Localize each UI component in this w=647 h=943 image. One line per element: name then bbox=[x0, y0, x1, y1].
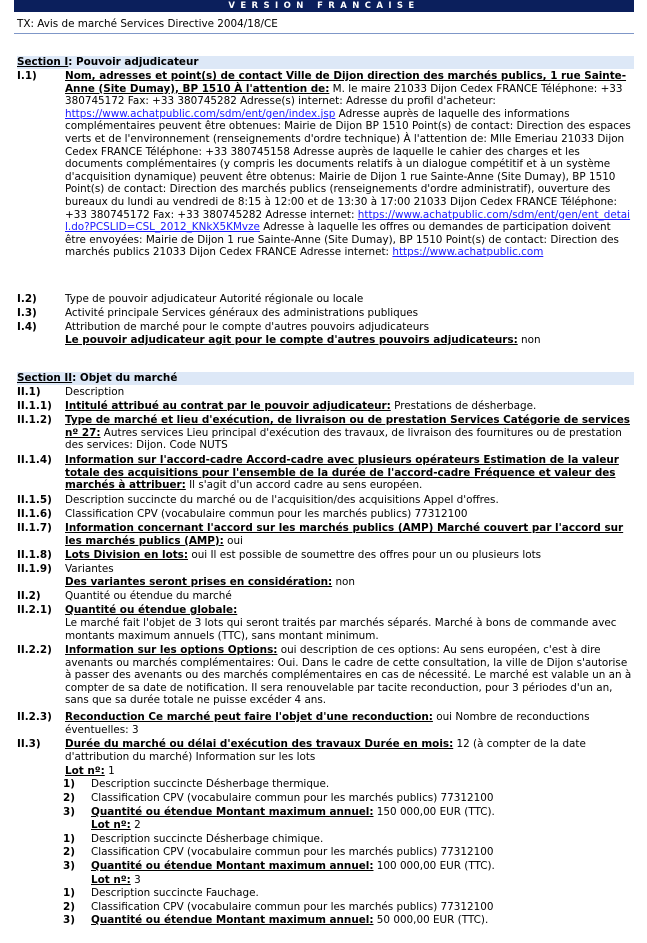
item-ii1 bbox=[17, 386, 634, 399]
i1-text-c: Adresse à laquelle les offres ou demandes de participation doivent être envoyées: Mairie de Dijon 1 rue Sainte-Anne (Site Dumay), BP 1510 Point(s) de contact: Direction des marchés publics 21033 Dijon Cedex FRANCE Adresse internet: bbox=[65, 221, 619, 259]
item-ii15 bbox=[17, 494, 634, 507]
sub-number: 2) bbox=[63, 846, 75, 858]
lot-number: 1 bbox=[104, 765, 115, 777]
i1-text-b: Adresse auprès de laquelle des informations complémentaires peuvent être obtenues: Mairie de Dijon BP 1510 Point(s) de contact: Direction des espaces verts et de l'environnement (renseignements d'ordre technique) À l'attention de: Mlle Emeriau 21033 Dijon Cedex FRANCE Téléphone: +33 380745158 Adresse auprès de laquelle le cahier des charges et les documents complémentaires (y compris les documents relatifs à un dialogue compétitif et à un système d'acquisition dynamique) peuvent être obtenus: Mairie de Dijon 1 rue Sainte-Anne (Site Dumay), BP 1510 Point(s) de contact: Direction des marchés publics (renseignements d'ordre administratif), ouverture des bureaux du lundi au vendredi de 8:15 à 12:00 et de 13:30 à 17:00 21033 Dijon Cedex FRANCE Téléphone: +33 380745172 Fax: +33 380745282 Adresse internet: bbox=[65, 107, 631, 221]
item-number: II.2) bbox=[17, 590, 41, 602]
ii18-question: Lots Division en lots: bbox=[65, 549, 189, 561]
lot-amount: 100 000,00 EUR (TTC). bbox=[373, 860, 495, 872]
item-number: I.4) bbox=[17, 321, 37, 333]
ii23-answer: oui Nombre de reconductions éventuelles: 3 bbox=[65, 711, 590, 736]
ii2-text: Quantité ou étendue du marché bbox=[65, 590, 232, 602]
sub-number: 1) bbox=[63, 778, 75, 790]
item-number: I.1) bbox=[17, 70, 37, 82]
item-ii18 bbox=[17, 549, 634, 562]
section-1-label: Section I bbox=[17, 56, 69, 68]
item-number: II.2.2) bbox=[17, 644, 52, 656]
item-number: II.1.6) bbox=[17, 508, 52, 520]
item-ii17 bbox=[17, 522, 634, 547]
item-number: II.3) bbox=[17, 738, 41, 750]
item-number: I.2) bbox=[17, 293, 37, 305]
i2-text: Type de pouvoir adjudicateur Autorité régionale ou locale bbox=[65, 293, 364, 305]
sub-number: 2) bbox=[63, 901, 75, 913]
item-ii16 bbox=[17, 508, 634, 521]
lot-desc: Description succincte Désherbage chimique. bbox=[91, 833, 324, 845]
divider bbox=[14, 33, 634, 34]
lot-3-amount bbox=[63, 914, 633, 927]
version-banner: VERSION FRANCAISE bbox=[14, 0, 634, 12]
item-ii3 bbox=[17, 738, 634, 763]
lot-label: Lot nº: bbox=[91, 819, 131, 831]
lot-3-desc bbox=[63, 887, 633, 900]
i4-question: Le pouvoir adjudicateur agit pour le compte d'autres pouvoirs adjudicateurs: bbox=[65, 334, 518, 346]
item-ii19-answer bbox=[17, 576, 634, 589]
lot-number: 3 bbox=[130, 874, 141, 886]
item-ii21 bbox=[17, 604, 634, 617]
lot-2-amount bbox=[63, 860, 633, 873]
ii22-answer: oui description de ces options: Au sens européen, c'est à dire avenants ou marchés complémentaires: Oui. Dans le cadre de cette consultation, la ville de Dijon s'autorise à passer des avenants ou des marchés complémentaires en cas de nécessité. Le marché est valable un an à compter de sa date de notification. Il sera renouvelable par tacite reconduction, pour 3 périodes d'un an, sans que sa durée totale ne puisse excéder 4 ans. bbox=[65, 644, 632, 707]
lot-1-desc bbox=[63, 778, 633, 791]
lot-1-header bbox=[17, 765, 634, 778]
item-i1 bbox=[17, 70, 634, 259]
ii18-answer: oui Il est possible de soumettre des offres pour un ou plusieurs lots bbox=[188, 549, 542, 561]
section-2-title: : Objet du marché bbox=[72, 372, 178, 384]
sub-number: 3) bbox=[63, 860, 75, 872]
lot-3-cpv bbox=[63, 901, 633, 914]
buyer-profile-link[interactable]: https://www.achatpublic.com/sdm/ent/gen/index.jsp bbox=[65, 107, 336, 120]
sub-number: 1) bbox=[63, 833, 75, 845]
ii14-answer: Il s'agit d'un accord cadre au sens européen. bbox=[185, 479, 423, 492]
section-1-title: : Pouvoir adjudicateur bbox=[68, 56, 199, 68]
item-i4 bbox=[17, 321, 634, 334]
ii19-question: Des variantes seront prises en considération: bbox=[65, 576, 333, 588]
lot-label: Lot nº: bbox=[91, 874, 131, 886]
lot-label: Lot nº: bbox=[65, 765, 105, 777]
section-2-label: Section II bbox=[17, 372, 73, 384]
item-ii23 bbox=[17, 711, 634, 736]
ii14-question: Information sur l'accord-cadre Accord-cadre avec plusieurs opérateurs Estimation de la valeur totale des acquisitions pour l'ensemble de la durée de l'accord-cadre Fréquence et valeur des marchés à attribuer: bbox=[65, 454, 619, 492]
lot-amount: 150 000,00 EUR (TTC). bbox=[373, 806, 495, 818]
lot-desc: Description succincte Désherbage thermique. bbox=[91, 778, 330, 790]
item-number: I.3) bbox=[17, 307, 37, 319]
lot-3-header bbox=[63, 874, 633, 887]
item-number: II.1.8) bbox=[17, 549, 52, 561]
address-detail-link[interactable]: https://www.achatpublic.com/sdm/ent/gen/ent_detail.do?PCSLID=CSL_2012_KNkX5KMvze bbox=[65, 208, 631, 234]
notice-type: TX: Avis de marché Services Directive 2004/18/CE bbox=[17, 18, 278, 30]
lot-cpv: Classification CPV (vocabulaire commun pour les marchés publics) 77312100 bbox=[91, 846, 494, 858]
ii3-question: Durée du marché ou délai d'exécution des travaux Durée en mois: bbox=[65, 738, 454, 750]
ii21-question: Quantité ou étendue globale: bbox=[65, 604, 238, 616]
ii1-text: Description bbox=[65, 386, 125, 398]
sub-number: 2) bbox=[63, 792, 75, 804]
item-i3 bbox=[17, 307, 634, 320]
ii12-answer: Autres services Lieu principal d'exécution des travaux, de livraison des fournitures ou de prestation des services: Dijon. Code NUTS bbox=[65, 426, 622, 452]
item-number: II.2.3) bbox=[17, 711, 52, 723]
ii17-answer: oui bbox=[223, 534, 243, 547]
item-ii12 bbox=[17, 414, 634, 452]
lot-1-cpv bbox=[63, 792, 633, 805]
i1-heading: Nom, adresses et point(s) de contact Ville de Dijon direction des marchés publics, 1 rue Sainte-Anne (Site Dumay), BP 1510 À l'attention de: bbox=[65, 70, 627, 95]
item-number: II.1.9) bbox=[17, 563, 52, 575]
item-number: II.1.4) bbox=[17, 454, 52, 466]
lot-quantity-label: Quantité ou étendue Montant maximum annuel: bbox=[91, 860, 374, 872]
sub-number: 3) bbox=[63, 914, 75, 926]
achatpublic-link[interactable]: https://www.achatpublic.com bbox=[392, 246, 544, 259]
item-number: II.1.2) bbox=[17, 414, 52, 426]
lot-number: 2 bbox=[130, 819, 141, 831]
i3-text: Activité principale Services généraux des administrations publiques bbox=[65, 307, 419, 319]
ii23-question: Reconduction Ce marché peut faire l'objet d'une reconduction: bbox=[65, 711, 433, 723]
item-number: II.1.1) bbox=[17, 400, 52, 412]
lot-2-header bbox=[63, 819, 633, 832]
item-ii21-answer bbox=[17, 617, 634, 642]
item-number: II.2.1) bbox=[17, 604, 52, 616]
sub-number: 1) bbox=[63, 887, 75, 899]
ii16-text: Classification CPV (vocabulaire commun pour les marchés publics) 77312100 bbox=[65, 508, 468, 520]
item-ii19 bbox=[17, 563, 634, 576]
ii15-text: Description succincte du marché ou de l'acquisition/des acquisitions Appel d'offres. bbox=[65, 494, 499, 506]
item-ii22 bbox=[17, 644, 634, 707]
item-number: II.1.5) bbox=[17, 494, 52, 506]
lot-desc: Description succincte Fauchage. bbox=[91, 887, 259, 899]
ii17-question: Information concernant l'accord sur les marchés publics (AMP) Marché couvert par l'accord sur les marchés publics (AMP): bbox=[65, 522, 624, 547]
ii19-answer: non bbox=[332, 576, 355, 588]
ii12-question: Type de marché et lieu d'exécution, de livraison ou de prestation Services Catégorie de services nº 27: bbox=[65, 414, 630, 439]
item-number: II.1.7) bbox=[17, 522, 52, 534]
section-2-header bbox=[17, 372, 634, 385]
ii22-question: Information sur les options Options: bbox=[65, 644, 278, 656]
ii11-question: Intitulé attribué au contrat par le pouvoir adjudicateur: bbox=[65, 400, 391, 412]
i4-text: Attribution de marché pour le compte d'autres pouvoirs adjudicateurs bbox=[65, 321, 429, 333]
lot-quantity-label: Quantité ou étendue Montant maximum annuel: bbox=[91, 914, 374, 926]
lot-cpv: Classification CPV (vocabulaire commun pour les marchés publics) 77312100 bbox=[91, 901, 494, 913]
lot-2-desc bbox=[63, 833, 633, 846]
section-1-header bbox=[17, 56, 634, 69]
item-ii14 bbox=[17, 454, 634, 492]
sub-number: 3) bbox=[63, 806, 75, 818]
ii19-text: Variantes bbox=[65, 563, 114, 575]
lot-1-amount bbox=[63, 806, 633, 819]
item-i2 bbox=[17, 293, 634, 306]
i4-answer: non bbox=[517, 334, 541, 346]
item-ii2 bbox=[17, 590, 634, 603]
i1-text-a: M. le maire 21033 Dijon Cedex FRANCE Téléphone: +33 380745172 Fax: +33 380745282 Adresse(s) internet: Adresse du profil d'acheteur: bbox=[65, 82, 623, 108]
lot-quantity-label: Quantité ou étendue Montant maximum annuel: bbox=[91, 806, 374, 818]
ii21-answer: Le marché fait l'objet de 3 lots qui seront traités par marchés séparés. Marché à bons de commande avec montants maximum annuels (TTC), sans montant minimum. bbox=[65, 617, 617, 642]
lot-amount: 50 000,00 EUR (TTC). bbox=[373, 914, 489, 926]
item-number: II.1) bbox=[17, 386, 41, 398]
lot-cpv: Classification CPV (vocabulaire commun pour les marchés publics) 77312100 bbox=[91, 792, 494, 804]
ii11-answer: Prestations de désherbage. bbox=[390, 400, 537, 412]
ii3-answer: 12 (à compter de la date d'attribution du marché) Information sur les lots bbox=[65, 738, 586, 763]
lot-2-cpv bbox=[63, 846, 633, 859]
item-ii11 bbox=[17, 400, 634, 413]
item-i4-answer bbox=[17, 334, 634, 347]
